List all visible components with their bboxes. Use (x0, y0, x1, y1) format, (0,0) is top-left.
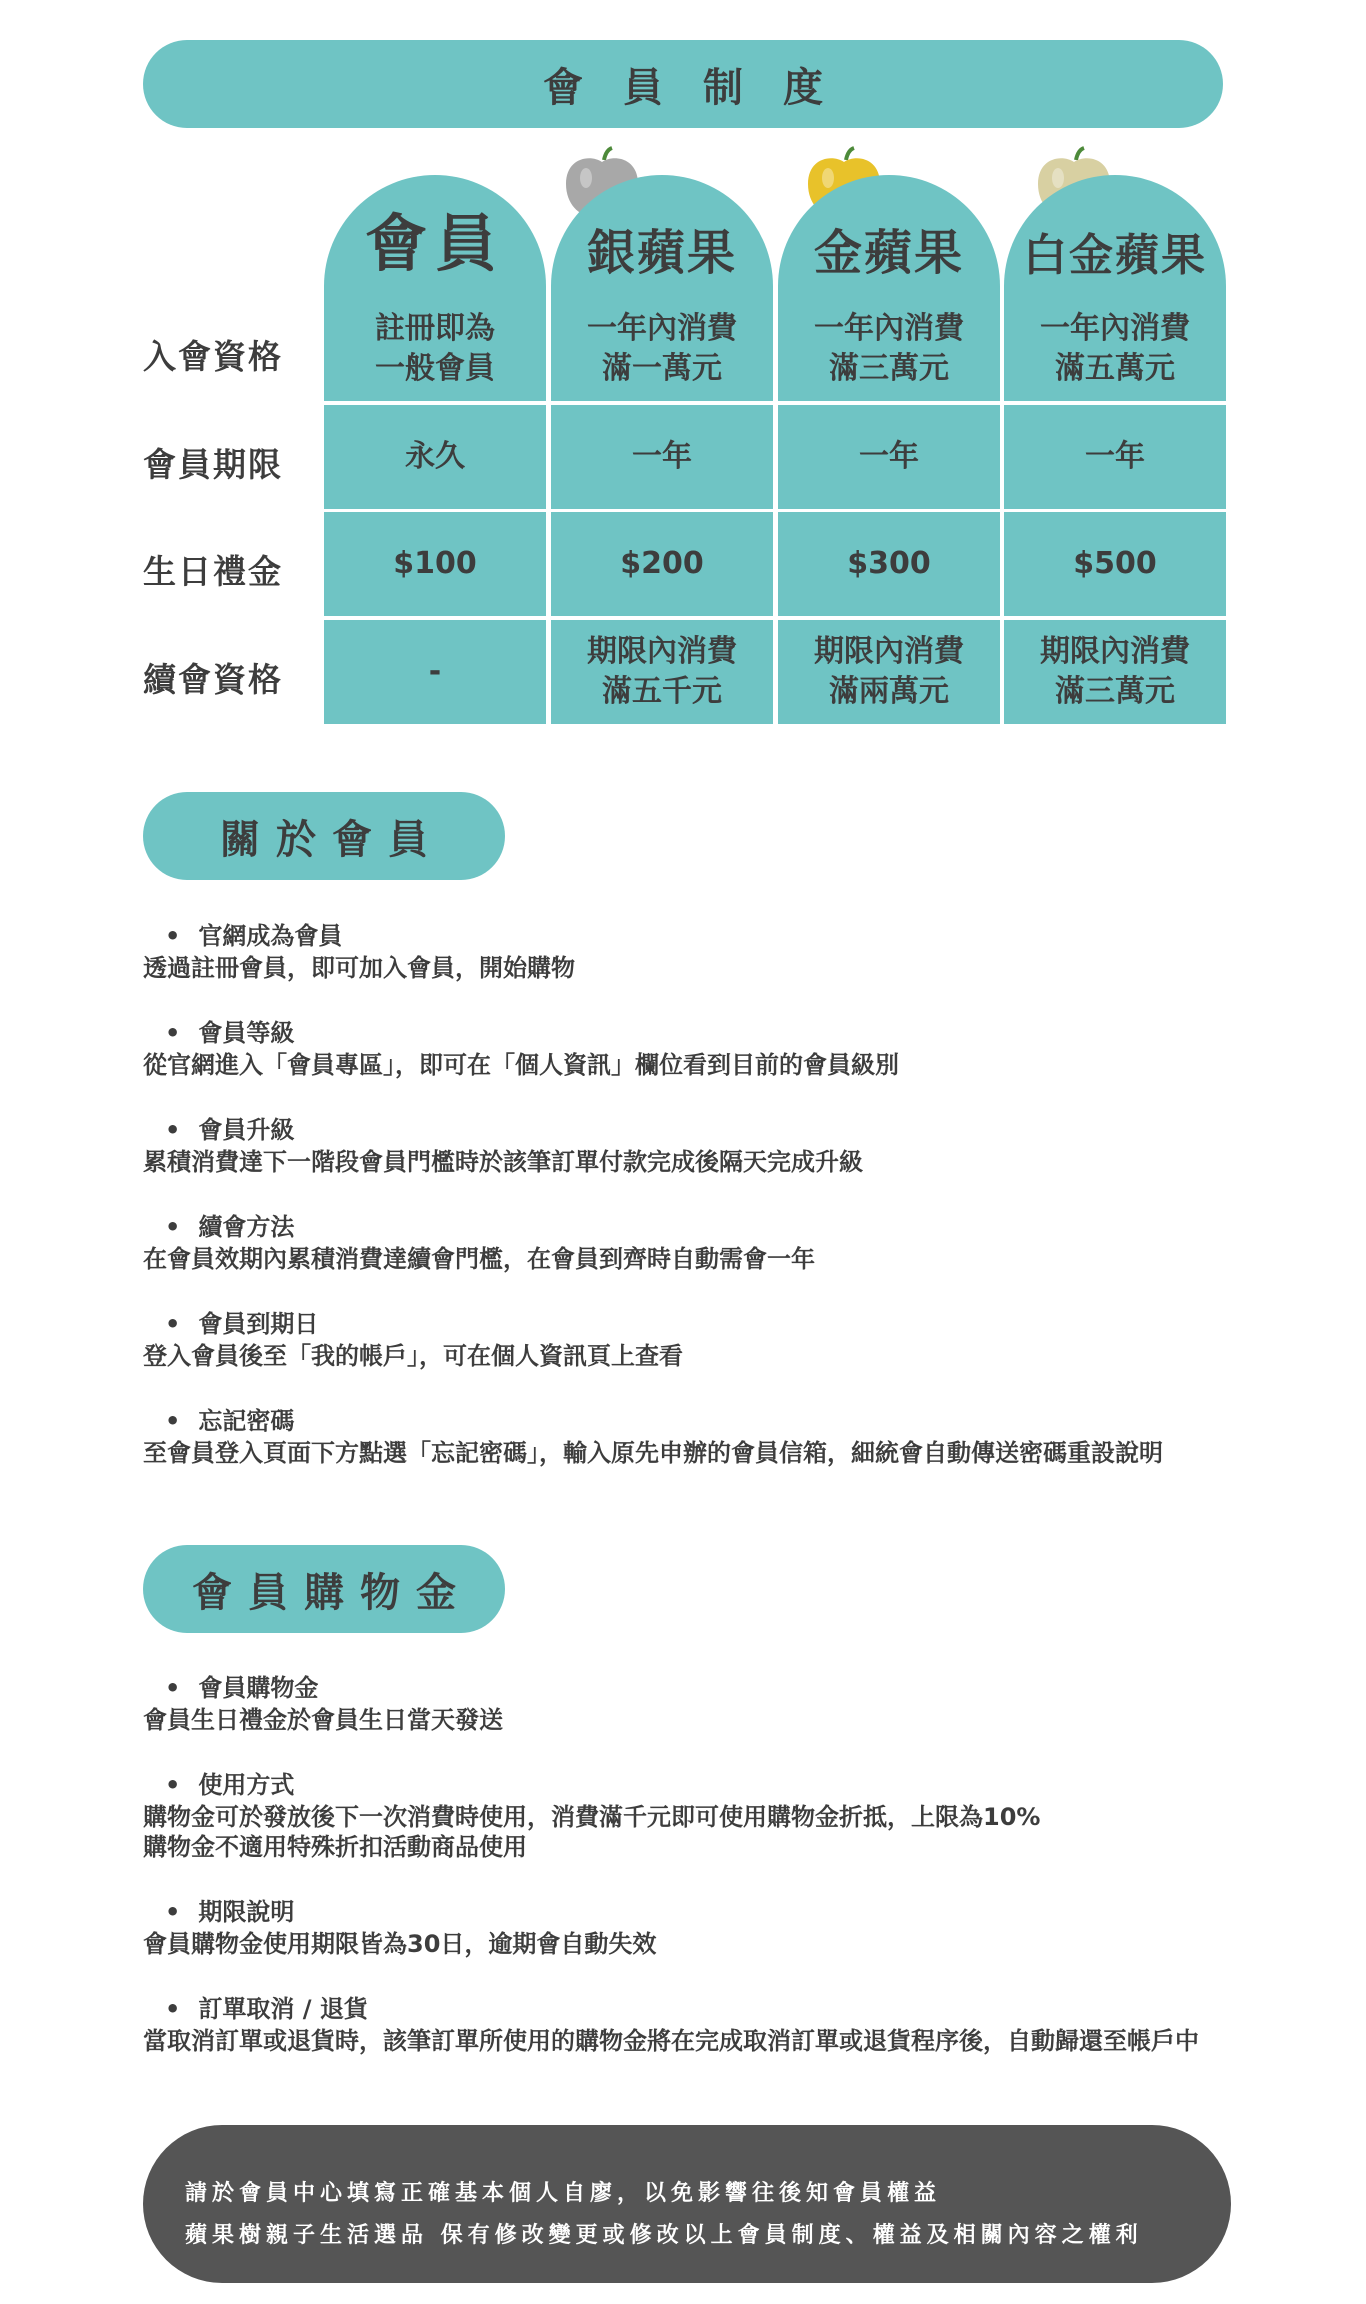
cell-line: 期限內消費 (1040, 634, 1190, 669)
cell-line: $100 (393, 546, 477, 581)
cell-line: $300 (847, 546, 931, 581)
cell-line: 註冊即為 (375, 311, 495, 346)
table-cell (1004, 297, 1226, 401)
item-title: • 訂單取消 / 退貨 (165, 1989, 1233, 2024)
item-title: • 會員升級 (165, 1110, 1233, 1145)
table-cell (324, 620, 546, 724)
item-text: 登入會員後至「我的帳戶」，可在個人資訊頁上查看 (143, 1342, 683, 1370)
cell-line: 滿三萬元 (1055, 674, 1175, 709)
about-heading: 關於會員 (143, 792, 505, 880)
table-cell (778, 297, 1000, 401)
item-text: 在會員效期內累積消費達續會門檻，在會員到齊時自動需會一年 (143, 1245, 815, 1273)
item-title: • 會員到期日 (165, 1304, 1233, 1339)
cell-line: 永久 (405, 439, 465, 474)
list-item (143, 1892, 1233, 1959)
item-text: 購物金可於發放後下一次消費時使用，消費滿千元即可使用購物金折抵，上限為10% 購物金不適用特殊折扣活動商品使用 (143, 1803, 1041, 1861)
list-item (143, 1304, 1233, 1371)
about-list (143, 916, 1233, 1498)
row-label: 生日禮金 (143, 552, 283, 591)
shopping-cash-list (143, 1668, 1233, 2086)
cell-line: $200 (620, 546, 704, 581)
cell-line: 一年 (632, 439, 692, 474)
footer-notice (143, 2125, 1231, 2283)
cell-line: 滿兩萬元 (829, 674, 949, 709)
item-text: 至會員登入頁面下方點選「忘記密碼」，輸入原先申辦的會員信箱，細統會自動傳送密碼重設說明 (143, 1439, 1163, 1467)
tier-label: 會員 (364, 207, 505, 280)
list-item (143, 1765, 1233, 1862)
table-cell (551, 297, 773, 401)
row-label: 會員期限 (143, 445, 283, 484)
list-item (143, 1401, 1233, 1468)
item-text: 當取消訂單或退貨時，該筆訂單所使用的購物金將在完成取消訂單或退貨程序後，自動歸還至帳戶中 (143, 2027, 1199, 2055)
list-item (143, 1668, 1233, 1735)
cell-line: 一年內消費 (814, 311, 964, 346)
cell-line: $500 (1073, 546, 1157, 581)
tier-label: 金蘋果 (813, 225, 964, 281)
item-title: • 會員等級 (165, 1013, 1233, 1048)
item-title: • 使用方式 (165, 1765, 1233, 1800)
table-cell (778, 620, 1000, 724)
cell-line: 滿三萬元 (829, 351, 949, 386)
item-title: • 忘記密碼 (165, 1401, 1233, 1436)
cell-line: 一般會員 (375, 351, 495, 386)
table-cell (551, 512, 773, 616)
item-text: 會員購物金使用期限皆為30日，逾期會自動失效 (143, 1930, 657, 1958)
item-title: • 續會方法 (165, 1207, 1233, 1242)
item-text: 透過註冊會員，即可加入會員，開始購物 (143, 954, 575, 982)
footer-line-2: 蘋果樹親子生活選品 保有修改變更或修改以上會員制度、權益及相關內容之權利 (185, 2223, 1143, 2248)
cell-line: 滿五萬元 (1055, 351, 1175, 386)
cell-line: - (428, 654, 442, 689)
list-item (143, 1207, 1233, 1274)
row-label: 續會資格 (143, 660, 283, 699)
list-item (143, 916, 1233, 983)
table-cell (324, 512, 546, 616)
shopping-cash-heading: 會員購物金 (143, 1545, 505, 1633)
item-title: • 期限說明 (165, 1892, 1233, 1927)
list-item (143, 1110, 1233, 1177)
page-title: 會員制度 (143, 40, 1223, 128)
cell-line: 期限內消費 (587, 634, 737, 669)
tier-label: 銀蘋果 (586, 225, 737, 281)
cell-line: 期限內消費 (814, 634, 964, 669)
cell-line: 滿一萬元 (602, 351, 722, 386)
table-cell (1004, 405, 1226, 509)
table-cell (1004, 620, 1226, 724)
cell-line: 滿五千元 (602, 674, 722, 709)
tier-label: 白金蘋果 (1023, 230, 1207, 281)
list-item (143, 1013, 1233, 1080)
cell-line: 一年內消費 (1040, 311, 1190, 346)
table-cell (324, 297, 546, 401)
cell-line: 一年 (859, 439, 919, 474)
table-cell (778, 512, 1000, 616)
cell-line: 一年內消費 (587, 311, 737, 346)
table-cell (324, 405, 546, 509)
item-title: • 會員購物金 (165, 1668, 1233, 1703)
item-title: • 官網成為會員 (165, 916, 1233, 951)
tier-header-member (324, 175, 546, 297)
list-item (143, 1989, 1233, 2056)
item-text: 從官網進入「會員專區」，即可在「個人資訊」欄位看到目前的會員級別 (143, 1051, 899, 1079)
table-cell (551, 405, 773, 509)
table-cell (778, 405, 1000, 509)
item-text: 會員生日禮金於會員生日當天發送 (143, 1706, 503, 1734)
table-cell (1004, 512, 1226, 616)
row-label: 入會資格 (143, 337, 283, 376)
cell-line: 一年 (1085, 439, 1145, 474)
table-cell (551, 620, 773, 724)
footer-line-1: 請於會員中心填寫正確基本個人自廖，以免影響往後知會員權益 (185, 2181, 942, 2206)
item-text: 累積消費達下一階段會員門檻時於該筆訂單付款完成後隔天完成升級 (143, 1148, 863, 1176)
